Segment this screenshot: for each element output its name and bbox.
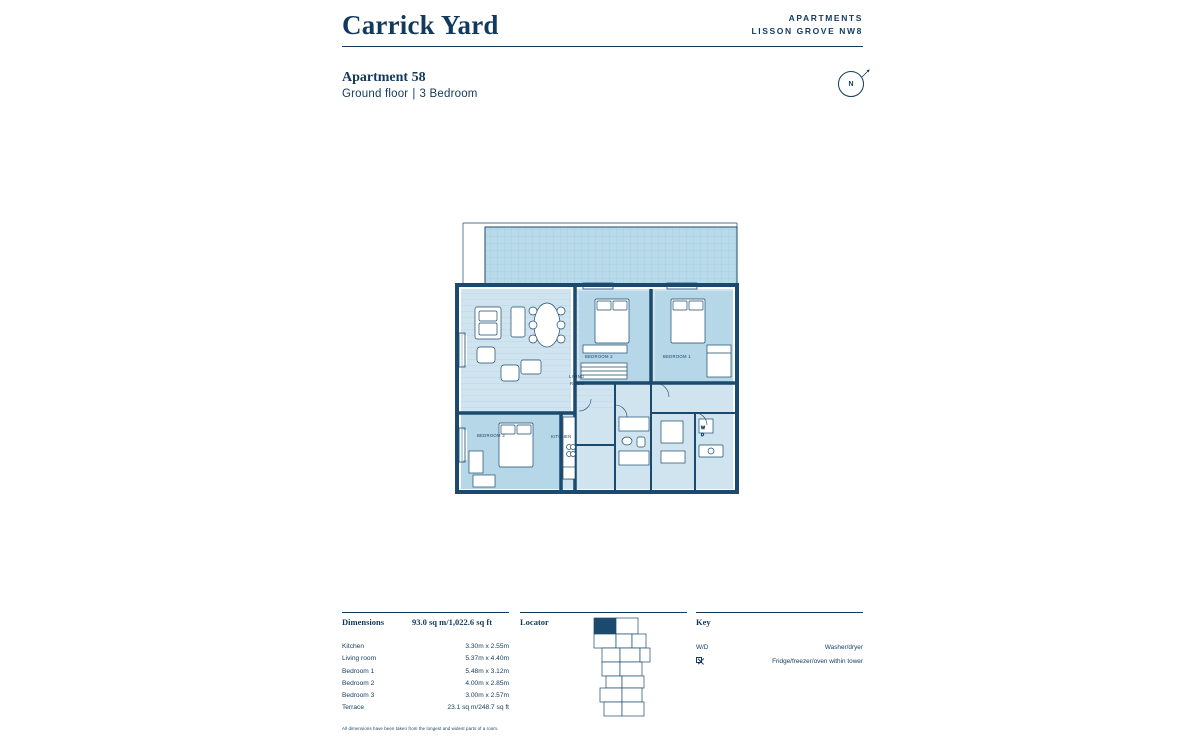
floorplan-drawing	[455, 215, 755, 505]
dimension-name: Bedroom 2	[342, 679, 375, 687]
subtitle-separator: |	[412, 88, 416, 100]
apartment-subtitle	[342, 88, 478, 100]
plan-label-dryer: D	[701, 432, 705, 437]
table-row	[342, 641, 509, 653]
brand-title: Carrick Yard	[342, 10, 499, 40]
key-item-label: Washer/dryer	[824, 644, 863, 651]
compass-north-label: N	[848, 80, 854, 88]
locator-diagram	[592, 616, 662, 721]
header-divider	[342, 46, 863, 47]
plan-label-bedroom-2: BEDROOM 2	[585, 354, 613, 359]
dimensions-heading: Dimensions	[342, 617, 385, 627]
locator-divider	[520, 612, 687, 613]
dimension-name: Kitchen	[342, 643, 364, 650]
cross-box-icon	[696, 655, 714, 669]
dimensions-table	[342, 641, 509, 715]
dimension-name: Bedroom 1	[342, 667, 375, 675]
floorplan-svg	[455, 215, 755, 505]
table-row	[342, 690, 509, 702]
table-row	[342, 678, 509, 690]
plan-label-living-2: ROOM	[570, 381, 585, 386]
dimension-value: 3.00m x 2.57m	[465, 692, 509, 700]
floor-label: Ground floor	[342, 88, 409, 100]
bedroom-count-label: 3 Bedroom	[419, 88, 478, 100]
locator-heading: Locator	[520, 617, 549, 627]
dimension-value: 4.00m x 2.85m	[465, 679, 509, 687]
key-list	[696, 641, 863, 669]
table-row	[342, 653, 509, 665]
plan-label-kitchen: KITCHEN	[551, 434, 572, 439]
washer-dryer-symbol: W/D	[696, 644, 709, 651]
disclaimer-text: All dimensions have been taken from the longest and widest parts of a room.	[342, 726, 499, 731]
apartment-title: Apartment 58	[342, 70, 426, 85]
dimension-value: 5.48m x 3.12m	[465, 667, 509, 675]
key-item-label: Fridge/freezer/oven within tower	[772, 658, 863, 665]
key-item-fridge-oven	[696, 655, 863, 669]
plan-label-bedroom-3: BEDROOM 3	[477, 433, 505, 438]
total-area-label: 93.0 sq m/1,022.6 sq ft	[412, 617, 493, 627]
locator-svg	[592, 616, 662, 721]
compass-arrow-icon	[861, 68, 871, 78]
brand-subtitle-line1: APARTMENTS	[788, 13, 863, 23]
dimension-name: Terrace	[342, 704, 364, 712]
dimension-name: Bedroom 3	[342, 692, 375, 700]
table-row	[342, 666, 509, 678]
dimension-name: Living room	[342, 655, 377, 663]
plan-label-bedroom-1: BEDROOM 1	[663, 354, 691, 359]
dimensions-divider	[342, 612, 509, 613]
plan-label-washer: W	[701, 425, 706, 430]
table-row	[342, 702, 509, 714]
plan-label-living-1: LIVING	[569, 374, 585, 379]
key-divider	[696, 612, 863, 613]
dimension-value: 3.30m x 2.55m	[465, 643, 509, 650]
key-heading: Key	[696, 617, 711, 627]
dimension-value: 5.37m x 4.40m	[465, 655, 509, 663]
brand-subtitle	[751, 12, 863, 38]
dimension-value: 23.1 sq m/248.7 sq ft	[447, 704, 509, 712]
key-item-washer-dryer	[696, 641, 863, 655]
brand-subtitle-line2: LISSON GROVE NW8	[751, 25, 863, 36]
